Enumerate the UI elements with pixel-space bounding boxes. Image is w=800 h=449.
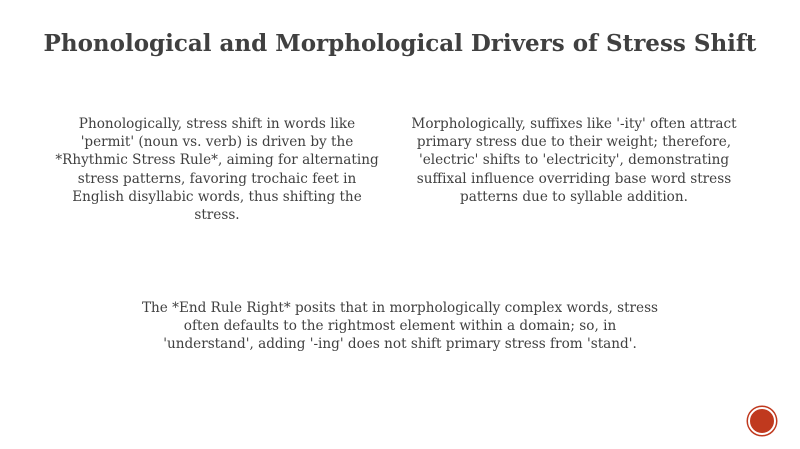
left-text-block: Phonologically, stress shift in words like 'permit' (noun vs. verb) is driven by the *Rhythmic Stress Rule*, aiming for alternating stress patterns, favoring trochaic feet in English disyllabic words, thus shifting the stress.	[55, 116, 379, 224]
slide-title: Phonological and Morphological Drivers of Stress Shift	[43, 30, 757, 57]
bottom-text-block: The *End Rule Right* posits that in morphologically complex words, stress often defaults to the rightmost element within a domain; so, in 'understand', adding '-ing' does not shift primary stress from 'stand'.	[141, 300, 659, 353]
right-text-block: Morphologically, suffixes like '-ity' often attract primary stress due to their weight; therefore, 'electric' shifts to 'electricity', demonstrating suffixal influence overriding base word stress patterns due to syllable addition.	[411, 116, 737, 205]
circle-nav-icon[interactable]	[748, 407, 776, 435]
